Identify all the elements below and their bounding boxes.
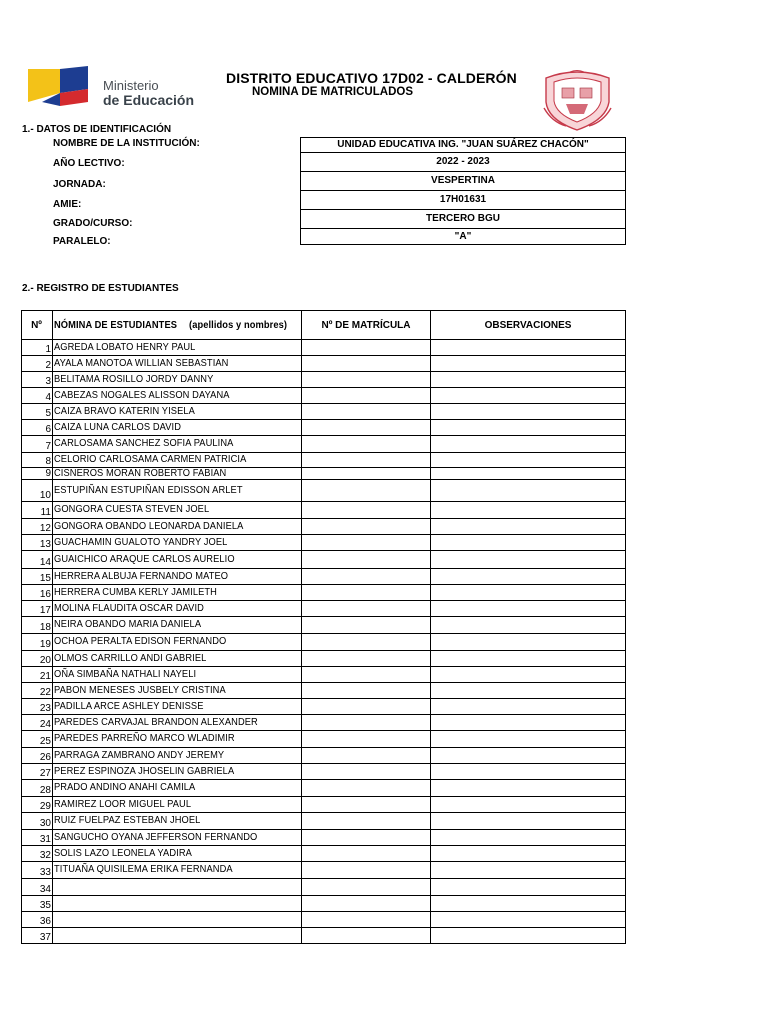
student-name: HERRERA ALBUJA FERNANDO MATEO xyxy=(54,570,229,582)
row-number: 4 xyxy=(22,388,53,404)
observaciones-cell xyxy=(431,468,626,480)
student-name-cell xyxy=(53,340,302,356)
observaciones-cell xyxy=(431,699,626,715)
student-name: NEIRA OBANDO MARIA DANIELA xyxy=(54,619,202,630)
row-number: 9 xyxy=(22,468,53,480)
logo-line1: Ministerio xyxy=(103,78,159,93)
student-name: AGREDA LOBATO HENRY PAUL xyxy=(54,341,196,353)
student-name-cell xyxy=(53,453,302,468)
student-name-cell xyxy=(53,535,302,551)
table-row xyxy=(22,748,626,764)
matricula-cell xyxy=(302,879,431,896)
observaciones-cell xyxy=(431,748,626,764)
matricula-cell xyxy=(302,699,431,715)
table-row xyxy=(22,372,626,388)
table-row xyxy=(22,846,626,862)
observaciones-cell xyxy=(431,862,626,879)
document-subtitle: NOMINA DE MATRICULADOS xyxy=(252,86,413,98)
student-name-cell xyxy=(53,480,302,502)
table-row xyxy=(22,683,626,699)
student-name-cell xyxy=(53,356,302,372)
row-number: 19 xyxy=(22,634,53,651)
matricula-cell xyxy=(302,585,431,601)
student-name-cell xyxy=(53,797,302,813)
table-row xyxy=(22,601,626,617)
observaciones-cell xyxy=(431,388,626,404)
table-row xyxy=(22,453,626,468)
student-name-cell xyxy=(53,862,302,879)
ministerio-logo-text xyxy=(103,79,194,108)
school-emblem-icon xyxy=(540,68,615,132)
student-name-cell xyxy=(53,813,302,830)
student-name-cell xyxy=(53,651,302,667)
row-number: 12 xyxy=(22,519,53,535)
observaciones-cell xyxy=(431,372,626,388)
observaciones-cell xyxy=(431,813,626,830)
observaciones-cell xyxy=(431,535,626,551)
student-name: PRADO ANDINO ANAHI CAMILA xyxy=(54,782,196,793)
value-institucion: UNIDAD EDUCATIVA ING. "JUAN SUÁREZ CHACÓN" xyxy=(301,138,626,153)
student-name-cell xyxy=(53,912,302,928)
row-number: 3 xyxy=(22,372,53,388)
table-row xyxy=(22,388,626,404)
observaciones-cell xyxy=(431,896,626,912)
row-number: 16 xyxy=(22,585,53,601)
matricula-cell xyxy=(302,764,431,780)
matricula-cell xyxy=(302,340,431,356)
table-row xyxy=(22,928,626,944)
student-name: GUAICHICO ARAQUE CARLOS AURELIO xyxy=(54,553,235,565)
student-name-cell xyxy=(53,468,302,480)
student-name: SOLIS LAZO LEONELA YADIRA xyxy=(54,847,192,859)
students-table-header xyxy=(22,311,626,340)
student-name: CAIZA LUNA CARLOS DAVID xyxy=(54,421,182,433)
matricula-cell xyxy=(302,502,431,519)
observaciones-cell xyxy=(431,715,626,731)
table-row xyxy=(22,585,626,601)
matricula-cell xyxy=(302,519,431,535)
label-jornada: JORNADA: xyxy=(53,179,106,190)
student-name-cell xyxy=(53,519,302,535)
student-name-cell xyxy=(53,780,302,797)
row-number: 10 xyxy=(22,480,53,502)
matricula-cell xyxy=(302,569,431,585)
observaciones-cell xyxy=(431,436,626,453)
table-row xyxy=(22,780,626,797)
label-grado-curso: GRADO/CURSO: xyxy=(53,218,133,229)
table-row xyxy=(22,813,626,830)
observaciones-cell xyxy=(431,617,626,634)
observaciones-cell xyxy=(431,453,626,468)
student-name: PAREDES CARVAJAL BRANDON ALEXANDER xyxy=(54,716,258,728)
matricula-cell xyxy=(302,404,431,420)
table-row xyxy=(22,356,626,372)
table-row xyxy=(22,420,626,436)
table-row xyxy=(22,519,626,535)
table-row xyxy=(22,896,626,912)
observaciones-cell xyxy=(431,601,626,617)
student-name: PEREZ ESPINOZA JHOSELIN GABRIELA xyxy=(54,765,235,777)
matricula-cell xyxy=(302,928,431,944)
student-name-cell xyxy=(53,830,302,846)
table-row xyxy=(22,480,626,502)
matricula-cell xyxy=(302,896,431,912)
student-name: HERRERA CUMBA KERLY JAMILETH xyxy=(54,586,217,598)
row-number: 30 xyxy=(22,813,53,830)
student-name: GUACHAMIN GUALOTO YANDRY JOEL xyxy=(54,536,228,548)
matricula-cell xyxy=(302,862,431,879)
table-row xyxy=(22,862,626,879)
observaciones-cell xyxy=(431,846,626,862)
label-institucion: NOMBRE DE LA INSTITUCIÓN: xyxy=(53,138,200,149)
row-number: 26 xyxy=(22,748,53,764)
row-number: 25 xyxy=(22,731,53,748)
table-row xyxy=(22,404,626,420)
matricula-cell xyxy=(302,468,431,480)
student-name: ESTUPIÑAN ESTUPIÑAN EDISSON ARLET xyxy=(54,484,243,496)
value-jornada: VESPERTINA xyxy=(301,172,626,191)
row-number: 34 xyxy=(22,879,53,896)
matricula-cell xyxy=(302,748,431,764)
student-name-cell xyxy=(53,502,302,519)
row-number: 23 xyxy=(22,699,53,715)
row-number: 29 xyxy=(22,797,53,813)
label-paralelo: PARALELO: xyxy=(53,236,111,247)
table-row xyxy=(22,535,626,551)
observaciones-cell xyxy=(431,569,626,585)
matricula-cell xyxy=(302,715,431,731)
row-number: 28 xyxy=(22,780,53,797)
observaciones-cell xyxy=(431,480,626,502)
section1-heading: 1.- DATOS DE IDENTIFICACIÓN xyxy=(22,124,172,135)
student-name: PADILLA ARCE ASHLEY DENISSE xyxy=(54,700,204,712)
col-name xyxy=(53,311,302,340)
observaciones-cell xyxy=(431,731,626,748)
student-name: MOLINA FLAUDITA OSCAR DAVID xyxy=(54,602,204,614)
student-name-cell xyxy=(53,436,302,453)
table-row xyxy=(22,617,626,634)
document-title: DISTRITO EDUCATIVO 17D02 - CALDERÓN xyxy=(226,70,517,86)
col-name-suffix: (apellidos y nombres) xyxy=(189,319,288,331)
row-number: 18 xyxy=(22,617,53,634)
col-matricula: Nº DE MATRÍCULA xyxy=(302,311,431,340)
matricula-cell xyxy=(302,420,431,436)
student-name-cell xyxy=(53,683,302,699)
matricula-cell xyxy=(302,453,431,468)
table-row xyxy=(22,715,626,731)
value-amie: 17H01631 xyxy=(301,191,626,210)
student-name-cell xyxy=(53,715,302,731)
observaciones-cell xyxy=(431,651,626,667)
table-row xyxy=(22,340,626,356)
matricula-cell xyxy=(302,388,431,404)
matricula-cell xyxy=(302,551,431,569)
observaciones-cell xyxy=(431,502,626,519)
col-name-label: NÓMINA DE ESTUDIANTES xyxy=(54,319,178,331)
row-number: 22 xyxy=(22,683,53,699)
row-number: 36 xyxy=(22,912,53,928)
student-name: RUIZ FUELPAZ ESTEBAN JHOEL xyxy=(54,815,201,826)
matricula-cell xyxy=(302,731,431,748)
row-number: 33 xyxy=(22,862,53,879)
student-name: CABEZAS NOGALES ALISSON DAYANA xyxy=(54,389,230,401)
student-name-cell xyxy=(53,617,302,634)
row-number: 8 xyxy=(22,453,53,468)
row-number: 15 xyxy=(22,569,53,585)
row-number: 20 xyxy=(22,651,53,667)
student-name: CELORIO CARLOSAMA CARMEN PATRICIA xyxy=(54,454,247,465)
table-row xyxy=(22,797,626,813)
table-row xyxy=(22,569,626,585)
student-name: BELITAMA ROSILLO JORDY DANNY xyxy=(54,373,214,385)
observaciones-cell xyxy=(431,420,626,436)
matricula-cell xyxy=(302,535,431,551)
observaciones-cell xyxy=(431,404,626,420)
student-name-cell xyxy=(53,667,302,683)
row-number: 32 xyxy=(22,846,53,862)
matricula-cell xyxy=(302,601,431,617)
row-number: 17 xyxy=(22,601,53,617)
student-name-cell xyxy=(53,601,302,617)
matricula-cell xyxy=(302,667,431,683)
row-number: 14 xyxy=(22,551,53,569)
matricula-cell xyxy=(302,617,431,634)
label-anio-lectivo: AÑO LECTIVO: xyxy=(53,158,125,169)
student-name: PAREDES PARREÑO MARCO WLADIMIR xyxy=(54,733,235,744)
row-number: 27 xyxy=(22,764,53,780)
student-name: OÑA SIMBAÑA NATHALI NAYELI xyxy=(54,668,197,680)
matricula-cell xyxy=(302,436,431,453)
identification-table xyxy=(300,137,626,245)
section2-heading: 2.- REGISTRO DE ESTUDIANTES xyxy=(22,283,179,294)
table-row xyxy=(22,468,626,480)
table-row xyxy=(22,502,626,519)
row-number: 7 xyxy=(22,436,53,453)
col-num: Nº xyxy=(22,311,53,340)
student-name-cell xyxy=(53,764,302,780)
table-row xyxy=(22,764,626,780)
logo-line2: de Educación xyxy=(103,92,195,108)
table-row xyxy=(22,731,626,748)
observaciones-cell xyxy=(431,667,626,683)
value-paralelo: "A" xyxy=(301,229,626,245)
student-name: GONGORA OBANDO LEONARDA DANIELA xyxy=(54,520,244,532)
student-name: OLMOS CARRILLO ANDI GABRIEL xyxy=(54,652,207,664)
observaciones-cell xyxy=(431,912,626,928)
table-row xyxy=(22,879,626,896)
matricula-cell xyxy=(302,846,431,862)
student-name-cell xyxy=(53,585,302,601)
matricula-cell xyxy=(302,813,431,830)
observaciones-cell xyxy=(431,764,626,780)
students-table xyxy=(21,310,626,944)
observaciones-cell xyxy=(431,683,626,699)
observaciones-cell xyxy=(431,830,626,846)
observaciones-cell xyxy=(431,519,626,535)
matricula-cell xyxy=(302,372,431,388)
student-name: AYALA MANOTOA WILLIAN SEBASTIAN xyxy=(54,357,229,369)
student-name-cell xyxy=(53,699,302,715)
student-name: PABON MENESES JUSBELY CRISTINA xyxy=(54,684,226,696)
label-amie: AMIE: xyxy=(53,199,82,210)
student-name-cell xyxy=(53,896,302,912)
student-name: PARRAGA ZAMBRANO ANDY JEREMY xyxy=(54,749,225,761)
observaciones-cell xyxy=(431,340,626,356)
row-number: 21 xyxy=(22,667,53,683)
student-name-cell xyxy=(53,846,302,862)
student-name-cell xyxy=(53,420,302,436)
col-observaciones: OBSERVACIONES xyxy=(431,311,626,340)
row-number: 1 xyxy=(22,340,53,356)
observaciones-cell xyxy=(431,928,626,944)
matricula-cell xyxy=(302,683,431,699)
student-name: CAIZA BRAVO KATERIN YISELA xyxy=(54,405,195,417)
student-name-cell xyxy=(53,731,302,748)
observaciones-cell xyxy=(431,585,626,601)
value-grado-curso: TERCERO BGU xyxy=(301,210,626,229)
row-number: 6 xyxy=(22,420,53,436)
student-name-cell xyxy=(53,388,302,404)
row-number: 11 xyxy=(22,502,53,519)
row-number: 35 xyxy=(22,896,53,912)
row-number: 13 xyxy=(22,535,53,551)
observaciones-cell xyxy=(431,551,626,569)
matricula-cell xyxy=(302,480,431,502)
row-number: 37 xyxy=(22,928,53,944)
table-row xyxy=(22,667,626,683)
value-anio-lectivo: 2022 - 2023 xyxy=(301,153,626,172)
table-row xyxy=(22,634,626,651)
student-name: SANGUCHO OYANA JEFFERSON FERNANDO xyxy=(54,831,258,843)
student-name-cell xyxy=(53,404,302,420)
table-row xyxy=(22,436,626,453)
row-number: 24 xyxy=(22,715,53,731)
student-name-cell xyxy=(53,372,302,388)
observaciones-cell xyxy=(431,356,626,372)
student-name: RAMIREZ LOOR MIGUEL PAUL xyxy=(54,798,192,810)
table-row xyxy=(22,830,626,846)
student-name: OCHOA PERALTA EDISON FERNANDO xyxy=(54,636,227,647)
matricula-cell xyxy=(302,651,431,667)
student-name-cell xyxy=(53,569,302,585)
matricula-cell xyxy=(302,634,431,651)
row-number: 31 xyxy=(22,830,53,846)
row-number: 5 xyxy=(22,404,53,420)
student-name: CISNEROS MORAN ROBERTO FABIAN xyxy=(54,467,227,479)
table-row xyxy=(22,551,626,569)
student-name: TITUAÑA QUISILEMA ERIKA FERNANDA xyxy=(54,864,233,875)
table-row xyxy=(22,912,626,928)
observaciones-cell xyxy=(431,879,626,896)
matricula-cell xyxy=(302,356,431,372)
student-name-cell xyxy=(53,634,302,651)
student-name: GONGORA CUESTA STEVEN JOEL xyxy=(54,504,210,515)
matricula-cell xyxy=(302,912,431,928)
student-name-cell xyxy=(53,551,302,569)
row-number: 2 xyxy=(22,356,53,372)
student-name-cell xyxy=(53,748,302,764)
student-name-cell xyxy=(53,928,302,944)
matricula-cell xyxy=(302,780,431,797)
student-name: CARLOSAMA SANCHEZ SOFIA PAULINA xyxy=(54,438,234,449)
observaciones-cell xyxy=(431,780,626,797)
table-row xyxy=(22,699,626,715)
observaciones-cell xyxy=(431,634,626,651)
student-name-cell xyxy=(53,879,302,896)
students-table-body xyxy=(22,340,626,944)
matricula-cell xyxy=(302,830,431,846)
observaciones-cell xyxy=(431,797,626,813)
matricula-cell xyxy=(302,797,431,813)
table-row xyxy=(22,651,626,667)
